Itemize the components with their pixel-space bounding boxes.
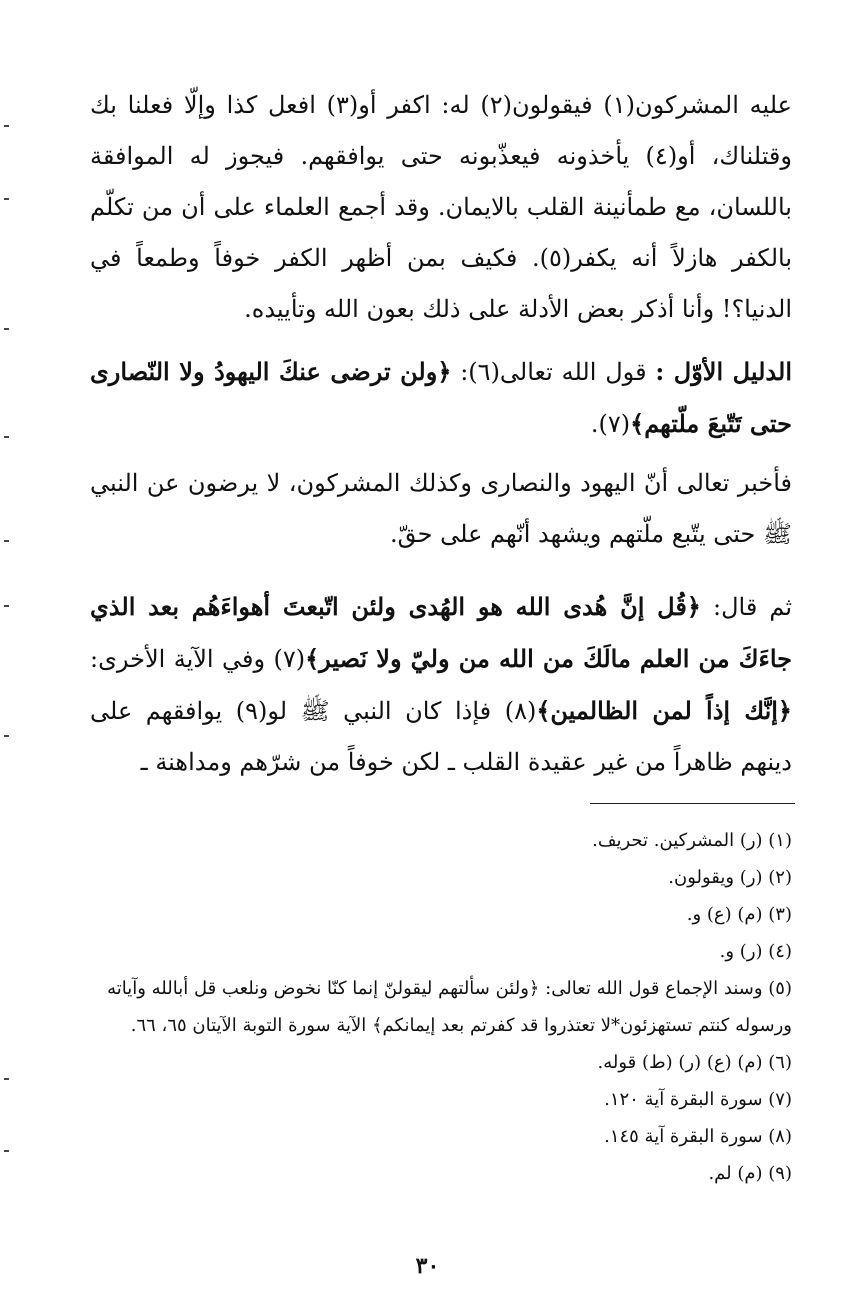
evidence-heading: الدليل الأوّل : bbox=[655, 357, 792, 386]
footnote-divider bbox=[590, 803, 795, 804]
body-paragraph bbox=[90, 581, 792, 788]
paragraph-text: فإذا كان النبي ﷺ لو(٩) يوافقهم على دينهم ظاهراً من غير عقيدة القلب ـ لكن خوفاً من شرّهم ومداهنة ـ bbox=[90, 697, 792, 776]
scan-margin-mark bbox=[4, 1150, 9, 1152]
footnote-item: (٥) وسند الإجماع قول الله تعالى: ﴿ولئن سألتهم ليقولنّ إنما كنّا نخوض ونلعب قل أبالله وآياته ورسوله كنتم تستهزئون*لا تعتذروا قد كفرتم بعد إيمانكم﴾ الآية سورة التوبة الآيتان ٦٥، ٦٦. bbox=[107, 978, 792, 1036]
scan-margin-mark bbox=[4, 198, 9, 200]
scan-margin-mark bbox=[4, 540, 9, 542]
footnote-item: (٣) (م) (ع) و. bbox=[686, 904, 792, 925]
quran-verse: ﴿ولن ترضى عنكَ اليهودُ ولا النّصارى حتى تَتّبعَ ملّتهم﴾ bbox=[90, 357, 792, 438]
scan-margin-mark bbox=[4, 605, 9, 607]
verse-reference: (٧). bbox=[590, 410, 631, 438]
footnotes-list bbox=[90, 822, 792, 1192]
paragraph-text: وفي الآية الأخرى: bbox=[90, 645, 266, 673]
paragraph-text: عليه المشركون(١) فيقولون(٢) له: اكفر أو(٣) افعل كذا وإلّا فعلنا بك وقتلناك، أو(٤) يأخذونه فيعذّبونه حتى يوافقهم. فيجوز له الموافقة باللسان، مع طمأنينة القلب بالايمان. وقد أجمع العلماء على أن من تكلّم بالكفر هازلاً أنه يكفر(٥). فكيف بمن أظهر الكفر خوفاً وطمعاً في الدنيا؟! وأنا أذكر بعض الأدلة على ذلك بعون الله وتأييده. bbox=[90, 91, 792, 323]
body-paragraph bbox=[90, 458, 792, 560]
paragraph-text: فأخبر تعالى أنّ اليهود والنصارى وكذلك المشركون، لا يرضون عن النبي ﷺ حتى يتّبع ملّتهم ويشهد أنّهم على حقّ. bbox=[90, 469, 792, 548]
quran-verse: ﴿قُل إنَّ هُدى الله هو الهُدى ولئن اتّبعتَ أهواءَهُم بعد الذي جاءَكَ من العلم مالَكَ من الله من وليّ ولا نَصير﴾ bbox=[90, 592, 792, 673]
evidence-intro: قول الله تعالى(٦): bbox=[460, 358, 647, 386]
footnote-item: (٨) سورة البقرة آية ١٤٥. bbox=[604, 1126, 792, 1147]
footnote-item: (٩) (م) لم. bbox=[708, 1163, 792, 1184]
paragraph-lead: ثم قال: bbox=[712, 593, 793, 621]
footnote-item: (١) (ر) المشركين. تحريف. bbox=[592, 830, 792, 851]
footnote-item: (٧) سورة البقرة آية ١٢٠. bbox=[604, 1089, 792, 1110]
page-number: ٣٠ bbox=[415, 1253, 440, 1279]
verse-reference: (٧) bbox=[273, 645, 306, 673]
evidence-paragraph bbox=[90, 346, 792, 450]
footnote-item: (٢) (ر) ويقولون. bbox=[668, 867, 792, 888]
scan-margin-mark bbox=[4, 735, 9, 737]
footnote-item: (٤) (ر) و. bbox=[719, 941, 792, 962]
body-paragraph bbox=[90, 80, 792, 335]
quran-verse: ﴿إنَّك إذاً لمن الظالمين﴾ bbox=[536, 696, 792, 725]
scan-margin-mark bbox=[4, 328, 9, 330]
verse-reference: (٨) bbox=[504, 697, 537, 725]
scan-margin-mark bbox=[4, 1078, 9, 1080]
footnote-item: (٦) (م) (ع) (ر) (ط) قوله. bbox=[597, 1052, 792, 1073]
scan-margin-mark bbox=[4, 125, 9, 127]
scan-margin-mark bbox=[4, 436, 9, 438]
